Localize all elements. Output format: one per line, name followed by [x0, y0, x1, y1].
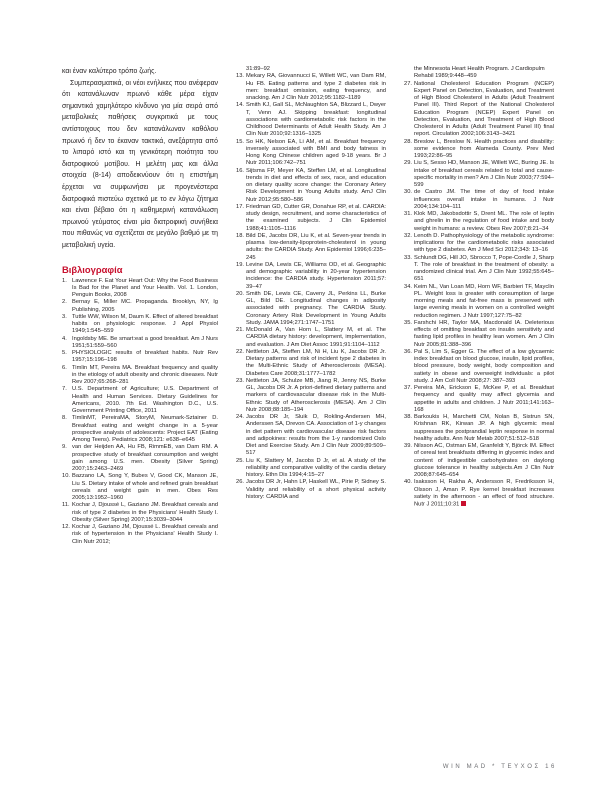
reference-text: Pal S, Lim S, Egger G. The effect of a low glycaemic index breakfast on blood glucose, insulin, lipid profiles, blood pressure, body weight, body composition and satiety in obese and overweight individuals: a pilot study. J Am Coll Nutr 2008;27: 387–393: [414, 348, 554, 384]
reference-number: 12.: [62, 524, 70, 530]
reference-text: Klok MD, Jakobsdottir S, Drent ML. The role of leptin and ghrelin in the regulation of food intake and body weight in humans: a review. Obes Rev 2007;8:21–34: [414, 211, 554, 232]
reference-item: [236, 168, 386, 204]
reference-text: Bild DE, Jacobs DR, Liu K, et al. Seven-year trends in plasma low-density-lipoprotein-cholesterol in young adults: the CARDIA Study. Ann Epidemiol 1996;6:235–245: [246, 232, 386, 261]
reference-text: Friedman GD, Cutter GR, Donahue RP, et al. CARDIA: study design, recruitment, and some characteristics of the examined subjects. J Clin Epidemiol 1988;41:1105–1116: [246, 203, 386, 232]
reference-text: So HK, Nelson EA, Li AM, et al. Breakfast frequency inversely associated with BMI and body fatness in Hong Kong Chinese children aged 9-18 years. Br J Nutr 2011;106:742–751: [246, 138, 386, 167]
reference-number: 29.: [404, 160, 412, 167]
references-list: [404, 66, 554, 81]
reference-number: 36.: [404, 348, 412, 355]
reference-continuation: 31:89–92: [246, 66, 270, 72]
reference-number: 38.: [404, 414, 412, 420]
reference-number: 39.: [404, 443, 412, 449]
reference-number: 40.: [404, 479, 412, 486]
column-right: [404, 66, 554, 509]
reference-number: 7.: [62, 386, 67, 393]
reference-item: [404, 189, 554, 211]
reference-text: Lawrence F. Eat Your Heart Out: Why the Food Business Is Bad for the Planet and Your Health. Vol. 1. London, Penguin Books, 2008: [72, 277, 218, 298]
reference-number: 18.: [236, 232, 244, 239]
reference-text: Keim NL, Van Loan MD, Horn WF, Barbieri TF, Mayclin PL. Weight loss is greater with consumption of large morning meals and fat-free mass is preserved with large evening meals in women on a controlled weight reduction regimen. J Nutr 1997;127:75–82: [414, 283, 554, 319]
body-paragraph: Συμπερασματικά, οι νέοι ενήλικες που ανέφεραν ότι κατανάλωναν πρωινό κάθε μέρα είχαν σημαντικά χαμηλότερο κίνδυνο για μία σειρά από μεταβολικές παθήσεις συγκριτικά με τους αντίστοιχους που δεν κατανάλωναν καθόλου πρωινό ή δεν το έκαναν τακτικά, ανεξάρτητα από το λιπαρό ιστό και τη γενικότερη ποιότητα του διατροφικού μοτίβου. Η μελέτη μας και άλλα στοιχεία (8-14) αποδεικνύουν ότι η επιστήμη έρχεται να συμφωνήσει με προγενέστερα διατροφικά πιστεύω σχετικά με το εν λόγω ζήτημα και είναι βέβαιο ότι η καθημερινή κατανάλωση πρωινού γεύματος είναι μία διατροφική συνήθεια που πιθανώς να σχετίζεται σε μεγάλο βαθμό με τη μεταβολική υγεία.: [62, 79, 218, 249]
reference-number: 14.: [236, 102, 244, 109]
reference-number: 24.: [236, 414, 244, 420]
end-of-article-square-icon: [461, 501, 466, 506]
reference-number: 30.: [404, 189, 412, 196]
reference-text: Tuttle WW, Wilson M, Daum K. Effect of altered breakfast habits on physiologic response. J Appl Physiol 1949;1:545–559: [72, 313, 218, 335]
reference-item: [62, 278, 218, 300]
reference-number: 1.: [62, 277, 67, 284]
reference-text: Smith DE, Lewis CE, Caveny JL, Perkins LL, Burke GL, Bild DE. Longitudinal changes in adiposity associated with pregnancy. The CARDIA Study. Coronary Artery Risk Development in Young Adults Study. JAMA 1994;271:1747–1751: [246, 290, 386, 326]
reference-text: U.S. Department of Agriculture; U.S. Department of Health and Human Services. Dietary Guidelines for Americans, 2010. 7th Ed. Washington D.C., U.S. Government Printing Office, 2011: [72, 386, 218, 414]
reference-text: de Castro JM. The time of day of food intake influences overall intake in humans. J Nutr 2004;134:104–111: [414, 189, 554, 210]
reference-number: 34.: [404, 283, 412, 290]
reference-item: [62, 299, 218, 314]
reference-item: [404, 349, 554, 385]
reference-item: [236, 262, 386, 291]
reference-number: 3.: [62, 313, 67, 320]
reference-text: Isaksson H, Rakha A, Andersson R, Fredriksson H, Olsson J, Aman P. Rye kernel breakfast increases satiety in the afternoon - an effect of food structure. Nutr J 2011;10:31: [414, 479, 554, 508]
reference-text: Lenoth D. Pathophysiology of the metabolic syndrome: implications for the cardiometabolic risks associated with type 2 diabetes. Am J Med Sci 2012;343: 13–16: [414, 232, 554, 254]
references-list: [236, 73, 386, 501]
column-middle: [236, 66, 386, 501]
reference-item: [404, 81, 554, 139]
body-text: [62, 66, 218, 252]
reference-text: Timlin MT, Pereira MA. Breakfast frequency and quality in the etiology of adult obesity and chronic diseases. Nutr Rev 2007;65:268–281: [72, 364, 218, 385]
reference-item: [236, 479, 386, 501]
reference-number: 35.: [404, 319, 412, 326]
reference-text: van der Heijden AA, Hu FB, RimmEB, van Dam RM. A prospective study of breakfast consumption and weight gain among U.S. men. Obesity (Silver Spring) 2007;15:2463–2469: [72, 444, 218, 472]
reference-item: [404, 255, 554, 284]
reference-item: [236, 291, 386, 327]
reference-item: [62, 336, 218, 351]
reference-number: 6.: [62, 364, 67, 371]
reference-item: [62, 444, 218, 473]
reference-text: Kochar J, Djoussé L, Gaziano JM. Breakfast cereals and risk of type 2 diabetes in the Physicians' Health Study I. Obesity (Silver Spring) 2007;15:3039–3044: [72, 502, 218, 523]
reference-text: Breslow L, Breslow N. Health practices and disability: some evidence from Alameda County. Prev Med 1993;22:86–95: [414, 138, 554, 159]
reference-item: [236, 204, 386, 233]
reference-number: 28.: [404, 138, 412, 145]
references-list: [62, 278, 218, 546]
reference-text: Sijtsma FP, Meyer KA, Steffen LM, et al. Longitudinal trends in diet and effects of sex, race, and education on dietary quality score change: the Coronary Artery Risk Development in Young Adults study. AmJ Clin Nutr 2012;95:580–586: [246, 167, 386, 203]
reference-text: Kochar J, Gaziano JM, Djoussé L. Breakfast cereals and risk of hypertension in the Physicians' Health Study I. Clin Nutr 2012;: [72, 524, 218, 545]
reference-item: [404, 479, 554, 509]
reference-number: 27.: [404, 80, 412, 87]
reference-number: 26.: [236, 479, 244, 486]
reference-text: Nettleton JA, Steffen LM, Ni H, Liu K, Jacobs DR Jr. Dietary patterns and risk of incident type 2 diabetes in the Multi-Ethnic Study of Atherosclerosis (MESA). Diabetes Care 2008;31:1777–1782: [246, 348, 386, 377]
reference-number: 19.: [236, 261, 244, 268]
reference-text: National Cholesterol Education Program (NCEP) Expert Panel on Detection, Evaluation, and Treatment of High Blood Cholesterol in Adults (Adult Treatment Panel III). Third Report of the National Cholesterol Education Program (NCEP) Expert Panel on Detection, Evaluation, and Treatment of High Blood Cholesterol in Adults (Adult Treatment Panel III) final report. Circulation 2002;106:3143–3421: [414, 80, 554, 138]
reference-number: 10.: [62, 473, 70, 480]
references-heading: Βιβλιογραφία: [62, 263, 123, 275]
reference-item: [236, 102, 386, 138]
reference-item: [62, 473, 218, 502]
reference-number: 4.: [62, 335, 67, 342]
reference-item: [404, 385, 554, 414]
reference-item: [62, 386, 218, 415]
references-list: [404, 81, 554, 509]
reference-text: Ingoldsby ME. Be smart:eat a good breakfast. Am J Nurs 1951;51:559–560: [72, 335, 218, 349]
reference-number: 9.: [62, 444, 67, 451]
reference-item: [236, 349, 386, 378]
reference-text: Liu S, Sesso HD, Manson JE, Willett WC, Buring JE. Is intake of breakfast cereals related to total and cause-specific mortality in men? Am J Clin Nutr 2003;77:594–599: [414, 160, 554, 188]
reference-item: [404, 139, 554, 161]
reference-continuation: the Minnesota Heart Health Program. J Cardiopulm Rehabil 1989;9:448–459: [414, 66, 545, 80]
reference-number: 23.: [236, 377, 244, 384]
reference-item: [236, 73, 386, 102]
reference-number: 20.: [236, 290, 244, 297]
reference-item: [404, 160, 554, 189]
reference-number: 2.: [62, 299, 67, 306]
reference-text: Jacobs DR Jr, Hahn LP, Haskell WL, Pirie P, Sidney S. Validity and reliability of a short physical activity history: CARDIA and: [246, 479, 386, 500]
reference-item: [404, 414, 554, 443]
reference-text: Pereira MA, Erickson E, McKee P, et al. Breakfast frequency and quality may affect glycemia and appetite in adults and children. J Nutr 2011;141:163–168: [414, 385, 554, 413]
reference-number: 8.: [62, 415, 67, 422]
reference-item: [62, 365, 218, 387]
reference-number: 17.: [236, 203, 244, 210]
reference-item: [62, 524, 218, 546]
reference-text: Schlundt DG, Hill JO, Sbrocco T, Pope-Cordle J, Sharp T. The role of breakfast in the treatment of obesity: a randomized clinical trial. Am J Clin Nutr 1992;55:645–651: [414, 254, 554, 283]
reference-text: Barkoukis H, Marchetti CM, Nolan B, Sistrun SN, Krishnan RK, Kirwan JP. A high glycemic meal suppresses the postprandial leptin response in normal healthy adults. Ann Nutr Metab 2007;51:512–518: [414, 414, 554, 442]
reference-text: PHYSIOLOGIC results of breakfast habits. Nutr Rev 1957;15:196–198: [72, 350, 218, 364]
reference-number: 37.: [404, 385, 412, 391]
reference-text: Mekary RA, Giovannucci E, Willett WC, van Dam RM, Hu FB. Eating patterns and type 2 diabetes risk in men: breakfast omission, eating frequency, and snacking. Am J Clin Nutr 2012;95:1182–1189: [246, 73, 386, 101]
column-left: [62, 66, 218, 546]
reference-item: [404, 443, 554, 479]
reference-item: [62, 502, 218, 524]
reference-number: 5.: [62, 350, 67, 356]
reference-text: Smith KJ, Gall SL, McNaughton SA, Blizzard L, Dwyer T, Venn AJ. Skipping breakfast: longitudinal associations with cardiometabolic risk factors in the Childhood Determinants of Adult Health Study. Am J Clin Nutr 2010;92:1316–1325: [246, 102, 386, 138]
reference-text: Nettleton JA, Schulze MB, Jiang R, Jenny NS, Burke GL, Jacobs DR Jr. A priori-defined dietary patterns and markers of cardiovascular disease risk in the Multi-Ethnic Study of Atherosclerosis (MESA). Am J Clin Nutr 2008;88:185–194: [246, 377, 386, 413]
reference-item: [236, 458, 386, 480]
reference-number: 33.: [404, 254, 412, 261]
reference-number: 31.: [404, 211, 412, 217]
reference-item: [236, 139, 386, 168]
reference-text: Bernay E, Miller MC. Propaganda. Brooklyn, NY, Ig Publishing, 2005: [72, 299, 218, 313]
reference-text: Nilsson AC, Ostman EM, Granfeldt Y, Björck IM. Effect of cereal test breakfasts differing in glycemic index and content of indigestible carbohydrates on daylong glucose tolerance in healthy subjects.Am J Clin Nutr 2008;87:645–654: [414, 443, 554, 478]
reference-item: [404, 211, 554, 233]
reference-text: Liu K, Slattery M, Jacobs D Jr, et al. A study of the reliability and comparative validity of the cardia dietary history. Ethn Dis 1994;4:15–27: [246, 457, 386, 478]
reference-item: [404, 320, 554, 349]
reference-item: [404, 233, 554, 255]
reference-number: 25.: [236, 457, 244, 464]
reference-number: 22.: [236, 348, 244, 355]
reference-item: [62, 314, 218, 336]
reference-number: 11.: [62, 502, 70, 509]
reference-item: [236, 414, 386, 458]
references-list: [236, 66, 386, 73]
reference-text: Bazzano LA, Song Y, Bubes V, Good CK, Manson JE, Liu S. Dietary intake of whole and refined grain breakfast cereals and weight gain in men. Obes Res 2005;13:1952–1960: [72, 473, 218, 501]
reference-item: [236, 378, 386, 414]
body-paragraph: και έναν καλύτερο τρόπο ζωής.: [62, 68, 157, 75]
reference-item: [404, 284, 554, 320]
reference-number: 21.: [236, 327, 244, 333]
reference-text: Jacobs DR Jr, Sluik D, Rokling-Andersen MH, Anderssen SA, Drevon CA. Association of 1-y changes in diet pattern with cardiovascular disease risk factors and adipokines: results from the 1-y randomized Oslo Diet and Exercise Study. Am J Clin Nutr 2009;89:509–517: [246, 414, 386, 457]
reference-item: [236, 233, 386, 262]
reference-number: 16.: [236, 167, 244, 174]
page-footer: WIN MAD * ΤΕΥΧΟΣ 16: [442, 764, 557, 770]
reference-text: McDonald A, Van Horn L, Slattery M, et al. The CARDIA dietary history: development, implementation, and evaluation. J Am Diet Assoc 1991;91:1104–1112: [246, 327, 386, 348]
reference-text: Levine DA, Lewis CE, Williams OD, et al. Geographic and demographic variability in 20-year hypertension incidence: the CARDIA study. Hypertension 2011;57: 39–47: [246, 261, 386, 290]
reference-text: Farshchi HR, Taylor MA, Macdonald IA. Deleterious effects of omitting breakfast on insulin sensitivity and fasting lipid profiles in healthy lean women. Am J Clin Nutr 2005;81:388–396: [414, 319, 554, 348]
reference-text: TimlinMT, PereiraMA, StoryM, Neumark-Sztainer D. Breakfast eating and weight change in a 5-year prospective analysis of adolescents: Project EAT (Eating Among Teens). Pediatrics 2008;121: e638–e645: [72, 415, 218, 443]
reference-item: [62, 415, 218, 444]
reference-item: [62, 350, 218, 365]
reference-item: [236, 327, 386, 349]
reference-number: 32.: [404, 232, 412, 239]
reference-number: 15.: [236, 138, 244, 145]
reference-number: 13.: [236, 73, 244, 80]
